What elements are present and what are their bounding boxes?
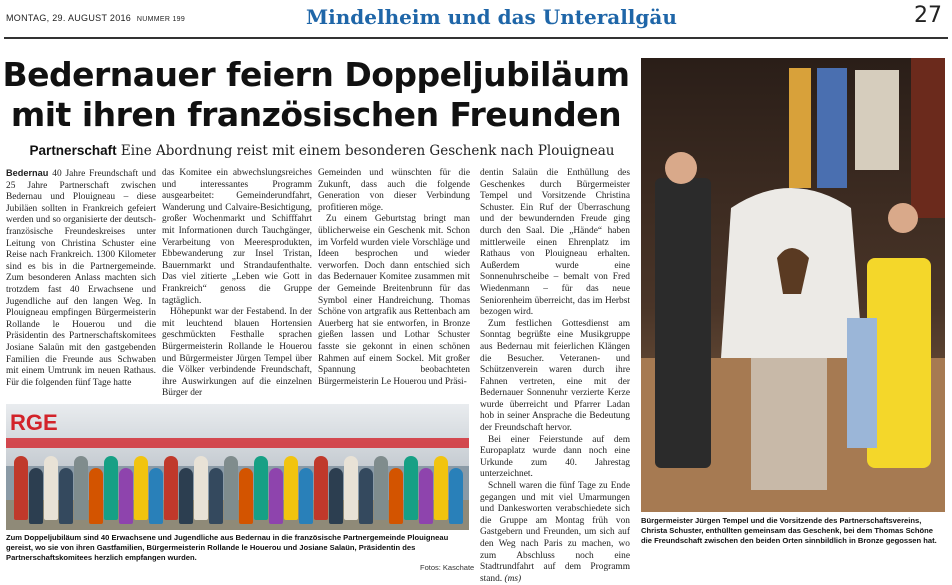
- section-masthead: Mindelheim und das Unterallgäu: [306, 5, 677, 29]
- group-person: [389, 468, 403, 524]
- group-person: [59, 468, 73, 524]
- group-person: [14, 456, 28, 520]
- page-number: 27: [914, 3, 942, 28]
- mayor-head: [665, 152, 697, 184]
- group-person: [284, 456, 298, 520]
- headline-line-1: Bedernauer feiern Doppeljubiläum: [2, 55, 630, 94]
- kicker: Partnerschaft: [29, 143, 117, 158]
- group-person: [74, 456, 88, 520]
- group-photo-caption: Zum Doppeljubiläum sind 40 Erwachsene und Jugendliche aus Bedernau in die französische Partnergemeinde Plouigneau gereist, wo sie von ihren Gastfamilien, Bürgermeisterin Rollande le Houerou und Josiane Salaün, Präsidentin des Partnerschaftskomitees herzlich empfangen wurden.: [6, 533, 449, 562]
- group-person: [299, 468, 313, 524]
- group-person: [374, 456, 388, 520]
- issue-date: MONTAG, 29. AUGUST 2016: [6, 13, 132, 23]
- main-photo-caption: Bürgermeister Jürgen Tempel und die Vorsitzende des Partnerschaftsvereins, Christa Schuster, enthüllten gemeinsam das Geschenk, bei dem Thomas Schöne die Freundschaft zwischen den beiden Orten sinnbildlich in Bronze gegossen hat.: [641, 516, 937, 545]
- author-initials: (ms): [504, 573, 522, 584]
- subheadline-text: Eine Abordnung reist mit einem besonderen Geschenk nach Plouigneau: [120, 143, 615, 159]
- column-4-text-b: Zum festlichen Gottesdienst am Sonntag begrüßte eine Musikgruppe aus Bedernau mit feierlichen Klängen die Besucher. Veteranen- und Schützenverein waren durch ihre Fahnen vertreten, eine mit der Bedernauer Sonnenuhr verzierte Kerze wurde überreicht und Pfarrer Ladan hob in seiner Ansprache die Bedeutung der Freundschaft hervor.: [480, 318, 630, 434]
- lead-word: Bedernau: [6, 168, 49, 178]
- column-4-text-d: Schnell waren die fünf Tage zu Ende gegangen und mit viel Umarmungen und Dankesworten verabschiedete sich die Gruppe am Montag früh von Gastgebern und Freunden, um sich auf den Weg nach Paris zu machen, wo zum Abschluss noch eine Stadtrundfahrt auf dem Programm stand.: [480, 481, 630, 584]
- group-person: [239, 468, 253, 524]
- subheadline: [12, 143, 632, 159]
- main-photo-illustration: [641, 58, 945, 512]
- mayor-figure: [655, 178, 711, 468]
- issue-number: NUMMER 199: [136, 16, 186, 23]
- group-person: [269, 468, 283, 524]
- group-person: [449, 468, 463, 524]
- article-column-3: [318, 168, 470, 398]
- column-3-text-b: Zu einem Geburtstag bringt man üblicherweise ein Geschenk mit. Schon im Vorfeld wurden viele Vorschläge und Ideen besprochen und wieder verworfen. Doch dann entschied sich das Bedernauer Komitee zusammen mit der Gemeinde Breitenbrunn für das Symbol einer Handreichung. Thomas Schöne von artgrafik aus Rettenbach am Auerberg hat sie entworfen, in Bronze gießen lassen und Lothar Schuster fasste sie gekonnt in einen schönen Rahmen auf einem Sockel. Mit großer Spannung beobachteten Bürgermeisterin Le Houerou und Präsi-: [318, 214, 470, 387]
- group-person: [404, 456, 418, 520]
- group-person: [344, 456, 358, 520]
- article-column-1: [6, 168, 156, 398]
- group-person: [419, 468, 433, 524]
- date-line: [6, 13, 185, 23]
- group-person: [314, 456, 328, 520]
- page-header: [0, 0, 952, 38]
- group-person: [89, 468, 103, 524]
- group-person: [104, 456, 118, 520]
- group-person: [134, 456, 148, 520]
- column-2-text: das Komitee ein abwechslungsreiches und interessantes Programm ausgearbeitet: Gemeinderundfahrt, Wanderung und Calvaire-Besichtigung, großer Wochenmarkt und Schifffahrt mit Informationen durch Tauchgänger, Verarbeitung von Meeresprodukten, Ebbewanderung zur Insel Tristan, Bauernmarkt und Strandaufenthalte. Das viel zitierte „Leben wie Gott in Frankreich“ genoss die Gruppe tagtäglich.: [162, 168, 312, 306]
- group-person: [254, 456, 268, 520]
- article-column-2: [162, 168, 312, 398]
- column-4-text-c: Bei einer Feierstunde auf dem Europaplatz wurde dann noch eine Urkunde zum 40. Jahrestag unterzeichnet.: [480, 434, 630, 480]
- banner-right: [855, 70, 899, 170]
- column-3-text: Gemeinden und wünschten für die Zukunft, dass auch die folgende Generation von dieser Verbindung profitieren möge.: [318, 168, 470, 213]
- group-person: [224, 456, 238, 520]
- group-person: [209, 468, 223, 524]
- column-4-text: dentin Salaün die Enthüllung des Geschenkes durch Bürgermeister Tempel und Vorsitzende Christina Schuster. Ein Ruf der Überraschung und der bewundernden Freude ging durch den Saal. Die „Hände“ haben mittlerweile einen Ehrenplatz im Rathaus von Plouigneau erhalten. Außerdem wurde eine Sonnenuhrscheibe – bemalt von Fred Wiedenmann – für das neue Seniorenheim überreicht, das im Herbst bezogen wird.: [480, 168, 630, 318]
- group-person: [329, 468, 343, 524]
- bus-illustration: [6, 404, 469, 466]
- group-person: [119, 468, 133, 524]
- bus-stripe: [6, 438, 469, 448]
- banner-middle: [817, 68, 847, 188]
- group-person: [179, 468, 193, 524]
- group-person: [164, 456, 178, 520]
- group-person: [359, 468, 373, 524]
- photo-credit: Fotos: Kaschate: [420, 563, 475, 572]
- article-column-4: [480, 168, 630, 584]
- column-2-text-b: Höhepunkt war der Festabend. In der mit leuchtend blauen Hortensien geschmückten Festhalle sprachen Bürgermeisterin Rollande le Houerou und Bürgermeister Jürgen Tempel über die Völker verbindende Freundschaft, ihre Auswirkungen auf die einzelnen Bürger der: [162, 307, 312, 399]
- banner-left: [789, 68, 811, 188]
- group-person: [44, 456, 58, 520]
- group-photo: [6, 404, 469, 530]
- headline-line-2: mit ihren französischen Freunden: [10, 95, 622, 134]
- group-person: [194, 456, 208, 520]
- chairwoman-head: [888, 203, 918, 233]
- chairwoman-apron: [847, 318, 877, 448]
- group-person: [29, 468, 43, 524]
- group-person: [434, 456, 448, 520]
- bus-logo: RGE: [10, 410, 58, 435]
- column-1-text: 40 Jahre Freundschaft und 25 Jahre Partnerschaft zwischen Bedernau und Plouigneau – diese Jubiläen sollten in Frankreich gefeiert werden und so organisierte der deutsch-französische Freundeskreises unter Leitung von Christina Schuster eine Reise nach Frankreich. 1300 Kilometer sind es bis in die Partnergemeinde. Zum besonderen Anlass machten sich trotzdem fast 40 Erwachsene und Jugendliche auf den langen Weg. In Plouigneau empfingen Bürgermeisterin Rollande le Houerou und die Präsidentin des Partnerschaftskomitees Josiane Salaün mit den gastgebenden Familien die Freunde aus Schwaben mit einem Umtrunk im neuen Rathaus. Für die folgenden fünf Tage hatte: [6, 169, 156, 388]
- header-rule: [4, 37, 948, 39]
- main-photo: [641, 58, 945, 512]
- group-person: [149, 468, 163, 524]
- curtain: [911, 58, 945, 218]
